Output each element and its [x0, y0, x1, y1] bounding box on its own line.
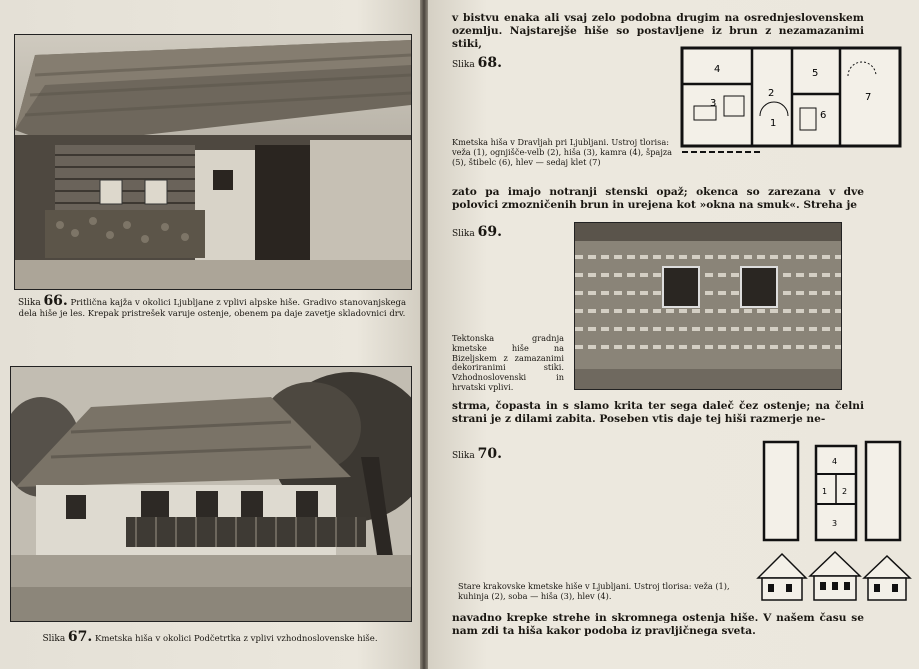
paragraph-4: navadno krepke strehe in skromnega ostenja hiše. V našem času se nam zdi ta hiša kakor podoba iz pravljičnega sveta.	[452, 612, 864, 637]
fig68-label-block	[452, 55, 502, 71]
house-photo-67	[11, 367, 411, 621]
plan68-room-5: 5	[812, 68, 819, 79]
plan68-room-7: 7	[865, 92, 872, 103]
fig69-number: 69.	[477, 224, 502, 240]
plan70-room-4: 4	[832, 457, 838, 466]
plan68-room-6: 6	[820, 110, 827, 121]
house-elevations-fig70	[756, 550, 916, 604]
paragraph-2: zato pa imajo notranji stenski opaž; okenca so zarezana v dve polovici zmozničenih brun in urejena kot »okna na smuk«. Streha je	[452, 186, 864, 211]
plan68-room-2: 2	[768, 88, 775, 99]
plan68-room-4: 4	[714, 64, 721, 75]
fig70-number: 70.	[477, 446, 502, 462]
caption-fig66	[14, 293, 410, 319]
caption-fig69: Tektonska gradnja kmetske hiše na Bizeljskem z zamazanimi dekoriranimi stiki. Vzhodnoslovenski in hrvatski vplivi.	[452, 333, 564, 392]
floor-plans-fig70	[758, 440, 908, 544]
paragraph-1: v bistvu enaka ali vsaj zelo podobna drugim na osrednjeslovenskem ozemlju. Najstarejše hiše so postavljene iz brun z nezamazanimi stiki,	[452, 12, 864, 50]
fig66-label: Slika	[17, 298, 41, 308]
plan70-room-1: 1	[822, 487, 828, 496]
plan68-room-3: 3	[710, 98, 717, 109]
caption-fig67	[10, 629, 410, 645]
house-photo-66	[15, 35, 411, 289]
fig70-label-block	[452, 446, 502, 462]
fig67-caption: Kmetska hiša v okolici Podčetrtka z vplivi vzhodnoslovenske hiše.	[94, 634, 378, 644]
fig69-label-block	[452, 224, 502, 240]
photo-fig69	[574, 222, 842, 390]
photo-fig67	[10, 366, 412, 622]
photo-fig66	[14, 34, 412, 290]
left-page	[0, 0, 420, 669]
house-photo-69	[575, 223, 841, 389]
fig69-label: Slika	[452, 229, 475, 239]
fig68-number: 68.	[477, 55, 502, 71]
fig66-number: 66.	[43, 293, 68, 309]
fig70-label: Slika	[452, 451, 475, 461]
right-page	[428, 0, 919, 669]
fig67-number: 67.	[67, 629, 93, 645]
caption-fig68: Kmetska hiša v Dravljah pri Ljubljani. Ustroj tlorisa: veža (1), ognjišče-velb (2), hiša (3), kamra (4), špajza (5), štibelc (6), hlev — sedaj klet (7)	[452, 137, 673, 167]
plan68-room-1: 1	[770, 118, 777, 129]
book-gutter	[420, 0, 428, 669]
fig68-label: Slika	[452, 60, 475, 70]
floor-plan-fig68	[680, 46, 902, 156]
fig66-caption: Pritlična kajža v okolici Ljubljane z vplivi alpske hiše. Gradivo stanovanjskega dela hiše je les. Krepak pristrešek varuje ostenje, obenem pa daje zavetje skladovnici drv.	[18, 298, 407, 319]
paragraph-3: strma, čopasta in s slamo krita ter sega daleč čez ostenje; na čelni strani je z dilami zabita. Poseben vtis daje tej hiši razmerje ne-	[452, 400, 864, 425]
plan70-room-2: 2	[842, 487, 848, 496]
caption-fig70: Stare krakovske kmetske hiše v Ljubljani. Ustroj tlorisa: veža (1), kuhinja (2), soba — hiša (3), hlev (4).	[458, 581, 730, 601]
fig67-label: Slika	[42, 634, 66, 644]
plan70-room-3: 3	[832, 519, 838, 528]
